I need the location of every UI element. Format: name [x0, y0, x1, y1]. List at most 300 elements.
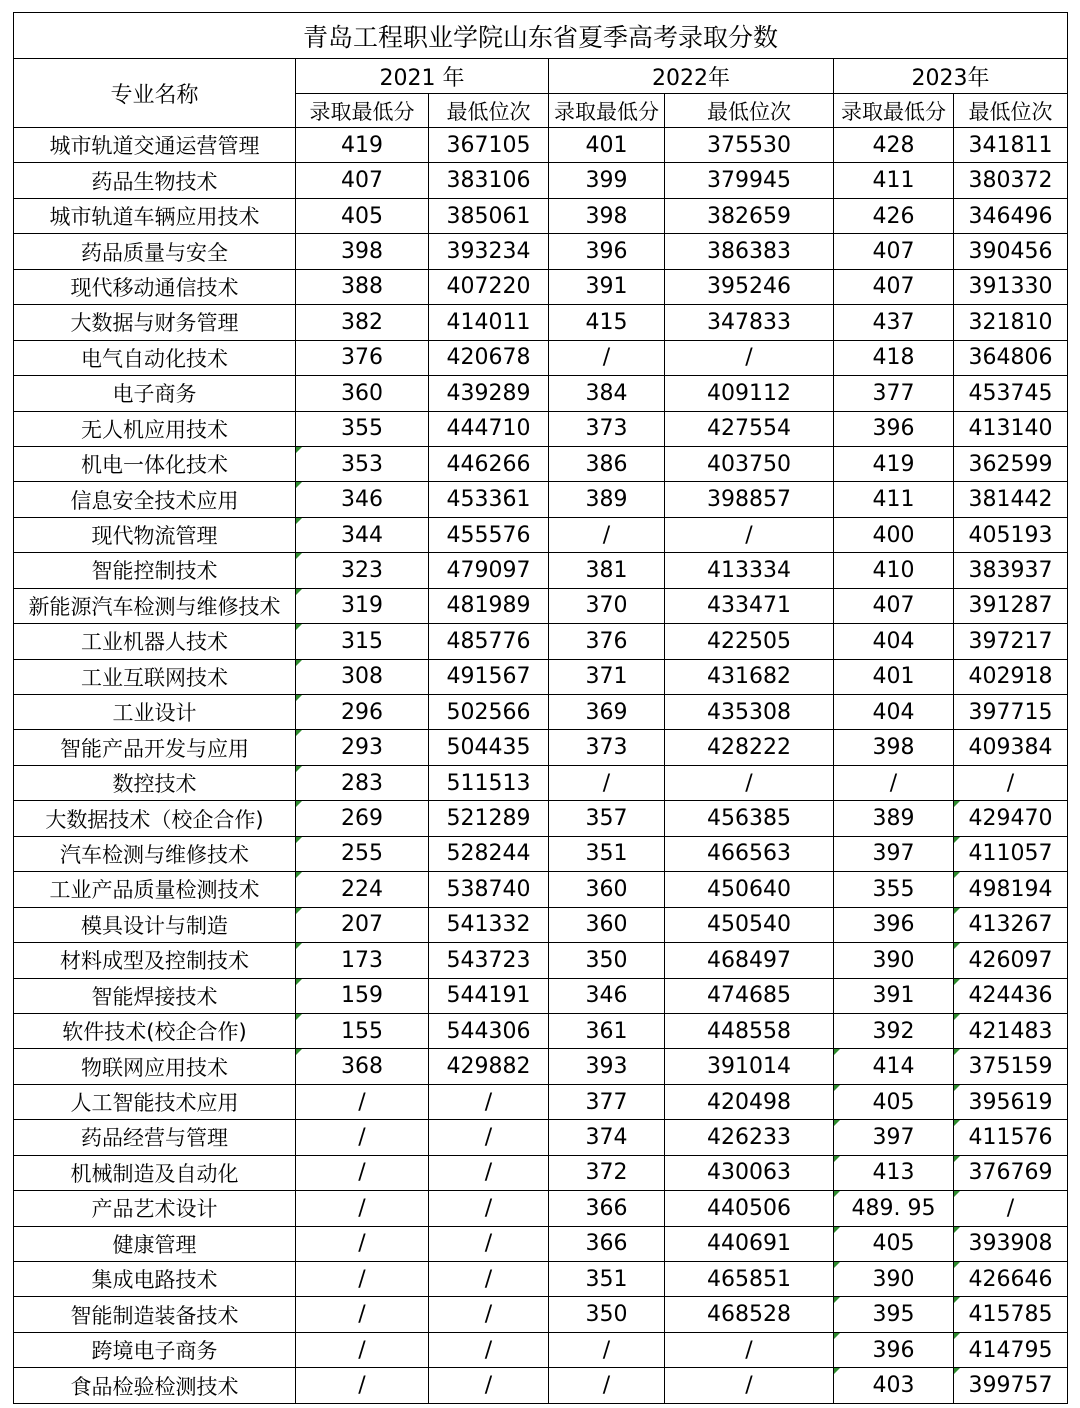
score-2022-cell: 372 [549, 1155, 665, 1190]
score-2021-cell: 344 [296, 517, 429, 552]
score-2023-cell: 410 [834, 553, 954, 588]
table-row [14, 836, 1068, 871]
rank-2021-cell: 485776 [429, 624, 549, 659]
major-name-cell: 信息安全技术应用 [14, 482, 296, 517]
score-2022-cell: / [549, 1332, 665, 1367]
table-row [14, 163, 1068, 198]
score-2022-cell: 366 [549, 1191, 665, 1226]
score-2021-cell: 319 [296, 588, 429, 623]
score-2021-cell: / [296, 1332, 429, 1367]
score-2022-cell: 401 [549, 128, 665, 163]
table-row [14, 1049, 1068, 1084]
major-name-cell: 无人机应用技术 [14, 411, 296, 446]
score-2021-cell: 224 [296, 872, 429, 907]
rank-2022-cell: 474685 [665, 978, 834, 1013]
admission-score-sheet [13, 12, 1067, 1404]
table-row [14, 340, 1068, 375]
rank-2022-cell: 430063 [665, 1155, 834, 1190]
rank-2022-cell: 465851 [665, 1262, 834, 1297]
rank-2022-cell: 427554 [665, 411, 834, 446]
rank-2022-cell: 433471 [665, 588, 834, 623]
rank-2021-cell: 439289 [429, 376, 549, 411]
year-2022-header: 2022年 [549, 59, 834, 94]
table-row [14, 553, 1068, 588]
major-name-cell: 智能控制技术 [14, 553, 296, 588]
rank-2022-cell: 435308 [665, 695, 834, 730]
rank-2022-cell: / [665, 765, 834, 800]
score-2023-cell: 395 [834, 1297, 954, 1332]
score-2022-cell: 377 [549, 1084, 665, 1119]
rank-2023-cell: 426646 [954, 1262, 1068, 1297]
score-2023-cell: 390 [834, 1262, 954, 1297]
major-name-cell: 物联网应用技术 [14, 1049, 296, 1084]
major-name-cell: 智能制造装备技术 [14, 1297, 296, 1332]
rank-2021-cell: / [429, 1332, 549, 1367]
table-row [14, 1297, 1068, 1332]
rank-2022-cell: 382659 [665, 198, 834, 233]
rank-2022-cell: 468528 [665, 1297, 834, 1332]
score-2023-cell: / [834, 765, 954, 800]
table-row [14, 376, 1068, 411]
table-row [14, 1155, 1068, 1190]
score-2023-cell: 404 [834, 695, 954, 730]
score-2022-cell: 398 [549, 198, 665, 233]
min-score-header: 录取最低分 [834, 94, 954, 128]
major-name-cell: 工业互联网技术 [14, 659, 296, 694]
score-2021-cell: / [296, 1191, 429, 1226]
table-row [14, 1368, 1068, 1403]
rank-2022-cell: 440691 [665, 1226, 834, 1261]
rank-2023-cell: / [954, 1191, 1068, 1226]
score-2022-cell: 360 [549, 872, 665, 907]
rank-2023-cell: 397217 [954, 624, 1068, 659]
rank-2023-cell: 397715 [954, 695, 1068, 730]
rank-2021-cell: 367105 [429, 128, 549, 163]
score-2023-cell: 414 [834, 1049, 954, 1084]
rank-2022-cell: 426233 [665, 1120, 834, 1155]
score-2022-cell: 350 [549, 943, 665, 978]
major-name-cell: 现代物流管理 [14, 517, 296, 552]
admission-score-table [13, 12, 1068, 1404]
score-2021-cell: 296 [296, 695, 429, 730]
major-name-cell: 产品艺术设计 [14, 1191, 296, 1226]
rank-2021-cell: / [429, 1120, 549, 1155]
score-2022-cell: 360 [549, 907, 665, 942]
score-2023-cell: 426 [834, 198, 954, 233]
rank-2021-cell: 453361 [429, 482, 549, 517]
rank-2022-cell: 391014 [665, 1049, 834, 1084]
major-name-cell: 城市轨道交通运营管理 [14, 128, 296, 163]
rank-2021-cell: 544306 [429, 1013, 549, 1048]
score-2021-cell: 155 [296, 1013, 429, 1048]
major-name-cell: 健康管理 [14, 1226, 296, 1261]
rank-2023-cell: 411576 [954, 1120, 1068, 1155]
score-2021-cell: 159 [296, 978, 429, 1013]
score-2021-cell: 315 [296, 624, 429, 659]
rank-2023-cell: 390456 [954, 234, 1068, 269]
score-2021-cell: 360 [296, 376, 429, 411]
score-2021-cell: 353 [296, 446, 429, 481]
rank-2022-cell: 395246 [665, 269, 834, 304]
score-2021-cell: 405 [296, 198, 429, 233]
rank-2022-cell: / [665, 1368, 834, 1403]
major-name-cell: 跨境电子商务 [14, 1332, 296, 1367]
table-row [14, 801, 1068, 836]
rank-2023-cell: 364806 [954, 340, 1068, 375]
rank-2022-cell: 398857 [665, 482, 834, 517]
major-name-cell: 大数据技术（校企合作) [14, 801, 296, 836]
rank-2023-cell: 391330 [954, 269, 1068, 304]
year-2021-header: 2021 年 [296, 59, 549, 94]
rank-2021-cell: 538740 [429, 872, 549, 907]
rank-2023-cell: 413267 [954, 907, 1068, 942]
rank-2022-cell: 431682 [665, 659, 834, 694]
score-2021-cell: / [296, 1368, 429, 1403]
rank-2021-cell: 455576 [429, 517, 549, 552]
major-name-cell: 模具设计与制造 [14, 907, 296, 942]
table-row [14, 695, 1068, 730]
score-2023-cell: 401 [834, 659, 954, 694]
rank-2022-cell: / [665, 1332, 834, 1367]
table-row [14, 1013, 1068, 1048]
rank-2023-cell: 429470 [954, 801, 1068, 836]
table-row [14, 730, 1068, 765]
score-2023-cell: 400 [834, 517, 954, 552]
score-2021-cell: / [296, 1120, 429, 1155]
score-2023-cell: 397 [834, 1120, 954, 1155]
major-name-cell: 机电一体化技术 [14, 446, 296, 481]
score-2021-cell: 173 [296, 943, 429, 978]
rank-2022-cell: 450540 [665, 907, 834, 942]
score-2023-cell: 396 [834, 907, 954, 942]
score-2021-cell: / [296, 1084, 429, 1119]
table-row [14, 517, 1068, 552]
major-name-cell: 智能焊接技术 [14, 978, 296, 1013]
rank-2023-cell: 341811 [954, 128, 1068, 163]
rank-2023-cell: 393908 [954, 1226, 1068, 1261]
rank-2022-cell: 379945 [665, 163, 834, 198]
major-name-cell: 药品经营与管理 [14, 1120, 296, 1155]
rank-2021-cell: / [429, 1297, 549, 1332]
rank-2023-cell: 405193 [954, 517, 1068, 552]
rank-2021-cell: 444710 [429, 411, 549, 446]
score-2022-cell: 371 [549, 659, 665, 694]
rank-2023-cell: 375159 [954, 1049, 1068, 1084]
rank-2022-cell: 440506 [665, 1191, 834, 1226]
rank-2021-cell: 543723 [429, 943, 549, 978]
score-2023-cell: 489. 95 [834, 1191, 954, 1226]
major-name-header: 专业名称 [14, 59, 296, 128]
table-row [14, 1226, 1068, 1261]
table-row [14, 659, 1068, 694]
rank-2022-cell: 347833 [665, 305, 834, 340]
score-2023-cell: 413 [834, 1155, 954, 1190]
score-2022-cell: 389 [549, 482, 665, 517]
score-2022-cell: 374 [549, 1120, 665, 1155]
rank-2022-cell: 403750 [665, 446, 834, 481]
score-2022-cell: 381 [549, 553, 665, 588]
major-name-cell: 电子商务 [14, 376, 296, 411]
table-row [14, 943, 1068, 978]
min-score-header: 录取最低分 [549, 94, 665, 128]
rank-2023-cell: 376769 [954, 1155, 1068, 1190]
score-2022-cell: 373 [549, 411, 665, 446]
score-2021-cell: 323 [296, 553, 429, 588]
table-row [14, 1084, 1068, 1119]
score-2021-cell: 308 [296, 659, 429, 694]
score-2021-cell: 283 [296, 765, 429, 800]
rank-2023-cell: 424436 [954, 978, 1068, 1013]
major-name-cell: 新能源汽车检测与维修技术 [14, 588, 296, 623]
major-name-cell: 机械制造及自动化 [14, 1155, 296, 1190]
rank-2022-cell: 450640 [665, 872, 834, 907]
rank-2022-cell: 428222 [665, 730, 834, 765]
score-2023-cell: 377 [834, 376, 954, 411]
major-name-cell: 材料成型及控制技术 [14, 943, 296, 978]
table-row [14, 765, 1068, 800]
score-2023-cell: 428 [834, 128, 954, 163]
table-row [14, 1120, 1068, 1155]
rank-2021-cell: 541332 [429, 907, 549, 942]
rank-2023-cell: 421483 [954, 1013, 1068, 1048]
rank-2022-cell: 448558 [665, 1013, 834, 1048]
min-rank-header: 最低位次 [954, 94, 1068, 128]
rank-2021-cell: 393234 [429, 234, 549, 269]
rank-2021-cell: 383106 [429, 163, 549, 198]
major-name-cell: 工业设计 [14, 695, 296, 730]
rank-2021-cell: 491567 [429, 659, 549, 694]
major-name-cell: 智能产品开发与应用 [14, 730, 296, 765]
table-row [14, 234, 1068, 269]
rank-2021-cell: 504435 [429, 730, 549, 765]
rank-2022-cell: 386383 [665, 234, 834, 269]
table-row [14, 411, 1068, 446]
score-2021-cell: / [296, 1262, 429, 1297]
table-row [14, 872, 1068, 907]
rank-2023-cell: 411057 [954, 836, 1068, 871]
rank-2022-cell: 413334 [665, 553, 834, 588]
rank-2023-cell: 413140 [954, 411, 1068, 446]
score-2023-cell: 392 [834, 1013, 954, 1048]
score-2022-cell: / [549, 517, 665, 552]
score-2022-cell: / [549, 1368, 665, 1403]
rank-2022-cell: 375530 [665, 128, 834, 163]
score-2021-cell: 419 [296, 128, 429, 163]
table-row [14, 1191, 1068, 1226]
score-2022-cell: 376 [549, 624, 665, 659]
score-2021-cell: 293 [296, 730, 429, 765]
rank-2023-cell: 399757 [954, 1368, 1068, 1403]
min-rank-header: 最低位次 [665, 94, 834, 128]
score-2022-cell: 366 [549, 1226, 665, 1261]
rank-2022-cell: 468497 [665, 943, 834, 978]
score-2021-cell: 407 [296, 163, 429, 198]
rank-2021-cell: 414011 [429, 305, 549, 340]
score-2021-cell: 368 [296, 1049, 429, 1084]
rank-2022-cell: 456385 [665, 801, 834, 836]
score-2022-cell: 350 [549, 1297, 665, 1332]
score-2023-cell: 407 [834, 269, 954, 304]
score-2023-cell: 390 [834, 943, 954, 978]
rank-2022-cell: 420498 [665, 1084, 834, 1119]
score-2023-cell: 355 [834, 872, 954, 907]
score-2022-cell: 373 [549, 730, 665, 765]
table-body [14, 128, 1068, 1404]
score-2022-cell: 415 [549, 305, 665, 340]
score-2021-cell: 355 [296, 411, 429, 446]
score-2022-cell: 369 [549, 695, 665, 730]
score-2023-cell: 411 [834, 163, 954, 198]
score-2023-cell: 437 [834, 305, 954, 340]
score-2023-cell: 405 [834, 1084, 954, 1119]
score-2021-cell: 346 [296, 482, 429, 517]
score-2022-cell: 357 [549, 801, 665, 836]
score-2021-cell: / [296, 1155, 429, 1190]
rank-2023-cell: 346496 [954, 198, 1068, 233]
score-2022-cell: 396 [549, 234, 665, 269]
table-row [14, 305, 1068, 340]
score-2022-cell: 386 [549, 446, 665, 481]
table-row [14, 588, 1068, 623]
rank-2023-cell: 414795 [954, 1332, 1068, 1367]
score-2021-cell: 398 [296, 234, 429, 269]
score-2023-cell: 411 [834, 482, 954, 517]
major-name-cell: 软件技术(校企合作) [14, 1013, 296, 1048]
rank-2021-cell: 420678 [429, 340, 549, 375]
table-row [14, 482, 1068, 517]
table-row [14, 446, 1068, 481]
rank-2021-cell: 429882 [429, 1049, 549, 1084]
score-2023-cell: 389 [834, 801, 954, 836]
score-2021-cell: 207 [296, 907, 429, 942]
rank-2023-cell: 321810 [954, 305, 1068, 340]
rank-2023-cell: 362599 [954, 446, 1068, 481]
score-2022-cell: 384 [549, 376, 665, 411]
rank-2021-cell: / [429, 1155, 549, 1190]
score-2021-cell: 255 [296, 836, 429, 871]
rank-2023-cell: 395619 [954, 1084, 1068, 1119]
major-name-cell: 工业机器人技术 [14, 624, 296, 659]
score-2023-cell: 391 [834, 978, 954, 1013]
score-2023-cell: 407 [834, 588, 954, 623]
min-rank-header: 最低位次 [429, 94, 549, 128]
major-name-cell: 电气自动化技术 [14, 340, 296, 375]
score-2023-cell: 404 [834, 624, 954, 659]
rank-2021-cell: 511513 [429, 765, 549, 800]
rank-2021-cell: 481989 [429, 588, 549, 623]
rank-2021-cell: 407220 [429, 269, 549, 304]
major-name-cell: 大数据与财务管理 [14, 305, 296, 340]
major-name-cell: 汽车检测与维修技术 [14, 836, 296, 871]
rank-2021-cell: 385061 [429, 198, 549, 233]
year-2023-header: 2023年 [834, 59, 1068, 94]
table-row [14, 128, 1068, 163]
score-2021-cell: 269 [296, 801, 429, 836]
rank-2023-cell: / [954, 765, 1068, 800]
score-2023-cell: 407 [834, 234, 954, 269]
rank-2021-cell: / [429, 1262, 549, 1297]
score-2023-cell: 398 [834, 730, 954, 765]
rank-2021-cell: / [429, 1191, 549, 1226]
major-name-cell: 工业产品质量检测技术 [14, 872, 296, 907]
rank-2022-cell: 422505 [665, 624, 834, 659]
score-2023-cell: 403 [834, 1368, 954, 1403]
rank-2021-cell: 528244 [429, 836, 549, 871]
score-2023-cell: 396 [834, 1332, 954, 1367]
rank-2023-cell: 381442 [954, 482, 1068, 517]
score-2023-cell: 418 [834, 340, 954, 375]
major-name-cell: 药品生物技术 [14, 163, 296, 198]
rank-2021-cell: / [429, 1368, 549, 1403]
score-2023-cell: 419 [834, 446, 954, 481]
rank-2021-cell: 479097 [429, 553, 549, 588]
score-2022-cell: / [549, 340, 665, 375]
score-2022-cell: / [549, 765, 665, 800]
rank-2022-cell: 466563 [665, 836, 834, 871]
rank-2023-cell: 383937 [954, 553, 1068, 588]
score-2023-cell: 405 [834, 1226, 954, 1261]
score-2022-cell: 399 [549, 163, 665, 198]
score-2021-cell: 376 [296, 340, 429, 375]
major-name-cell: 人工智能技术应用 [14, 1084, 296, 1119]
rank-2021-cell: 502566 [429, 695, 549, 730]
table-row [14, 907, 1068, 942]
rank-2023-cell: 415785 [954, 1297, 1068, 1332]
score-2021-cell: / [296, 1297, 429, 1332]
rank-2022-cell: / [665, 517, 834, 552]
major-name-cell: 食品检验检测技术 [14, 1368, 296, 1403]
table-row [14, 1332, 1068, 1367]
rank-2021-cell: 446266 [429, 446, 549, 481]
table-row [14, 624, 1068, 659]
table-row [14, 198, 1068, 233]
major-name-cell: 药品质量与安全 [14, 234, 296, 269]
major-name-cell: 城市轨道车辆应用技术 [14, 198, 296, 233]
score-2021-cell: / [296, 1226, 429, 1261]
score-2021-cell: 388 [296, 269, 429, 304]
rank-2022-cell: / [665, 340, 834, 375]
score-2022-cell: 393 [549, 1049, 665, 1084]
min-score-header: 录取最低分 [296, 94, 429, 128]
rank-2023-cell: 391287 [954, 588, 1068, 623]
rank-2023-cell: 498194 [954, 872, 1068, 907]
rank-2022-cell: 409112 [665, 376, 834, 411]
rank-2023-cell: 402918 [954, 659, 1068, 694]
major-name-cell: 数控技术 [14, 765, 296, 800]
rank-2021-cell: / [429, 1226, 549, 1261]
table-title: 青岛工程职业学院山东省夏季高考录取分数 [14, 13, 1068, 59]
score-2022-cell: 351 [549, 1262, 665, 1297]
rank-2023-cell: 426097 [954, 943, 1068, 978]
score-2023-cell: 396 [834, 411, 954, 446]
table-row [14, 978, 1068, 1013]
rank-2021-cell: 544191 [429, 978, 549, 1013]
score-2023-cell: 397 [834, 836, 954, 871]
table-row [14, 1262, 1068, 1297]
score-2021-cell: 382 [296, 305, 429, 340]
score-2022-cell: 346 [549, 978, 665, 1013]
rank-2021-cell: 521289 [429, 801, 549, 836]
score-2022-cell: 391 [549, 269, 665, 304]
score-2022-cell: 351 [549, 836, 665, 871]
rank-2023-cell: 409384 [954, 730, 1068, 765]
major-name-cell: 集成电路技术 [14, 1262, 296, 1297]
score-2022-cell: 361 [549, 1013, 665, 1048]
score-2022-cell: 370 [549, 588, 665, 623]
table-row [14, 269, 1068, 304]
major-name-cell: 现代移动通信技术 [14, 269, 296, 304]
rank-2021-cell: / [429, 1084, 549, 1119]
